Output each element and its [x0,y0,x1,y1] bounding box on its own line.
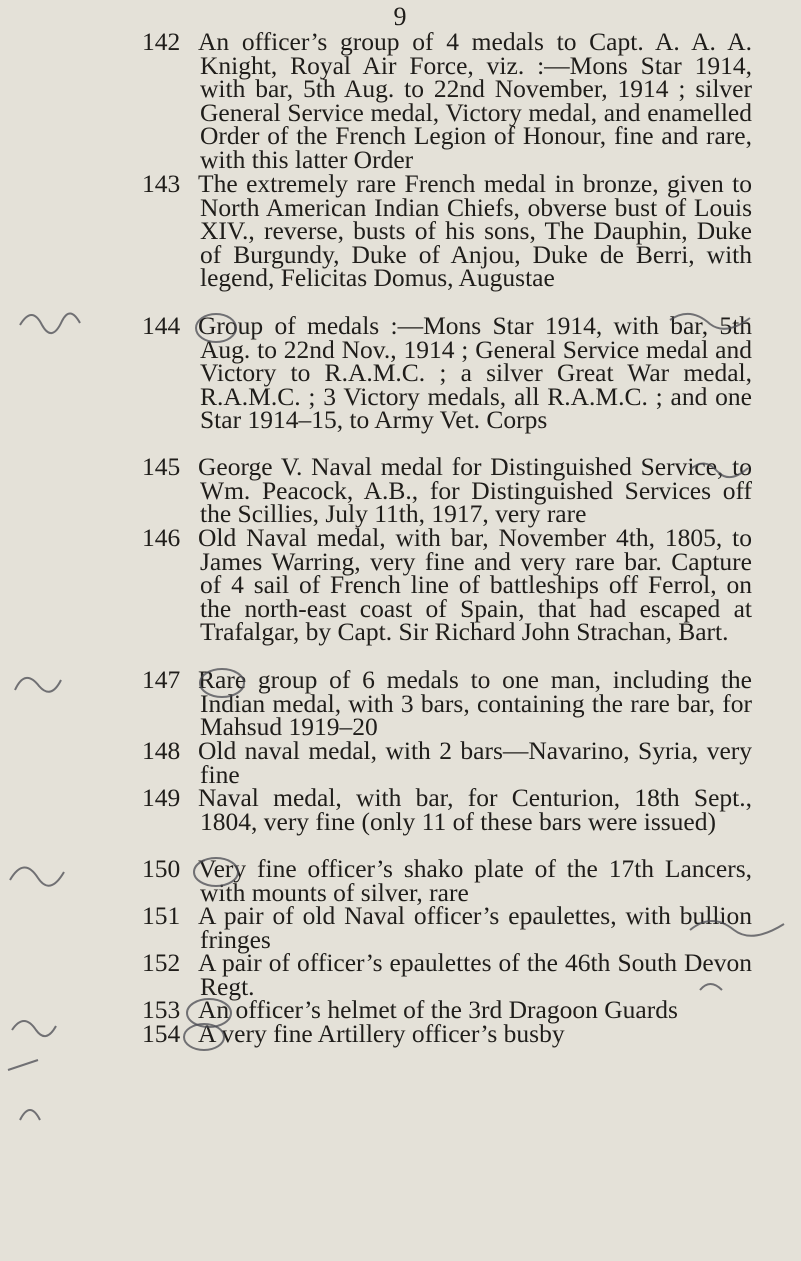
lot-144 [142,311,752,435]
lot-143 [142,169,752,293]
lot-number: 154 [142,1019,181,1048]
lot-151 [142,901,752,954]
lot-description: An officer’s group of 4 medals to Capt. A. A. A. Knight, Royal Air Force, viz. :—Mons Star 1914, with bar, 5th Aug. to 22nd November, 1914 ; silver General Service medal, Victory medal, and enamelled Order of the French Legion of Honour, fine and rare, with this latter Order [198,27,752,174]
lot-description: Old Naval medal, with bar, November 4th, 1805, to James Warring, very fine and very rare bar. Capture of 4 sail of French line of battleships off Ferrol, on the north-east coast of Spain, that had escaped at Trafalgar, by Capt. Sir Richard John Strachan, Bart. [198,523,752,647]
lot-number: 152 [142,948,181,977]
lot-number: 149 [142,783,181,812]
lot-description: An officer’s helmet of the 3rd Dragoon Guards [198,995,678,1024]
scribble-left-2 [15,678,61,692]
lot-number: 148 [142,736,181,765]
scribble-left-3 [10,867,64,885]
lot-145 [142,452,752,529]
lot-number: 153 [142,995,181,1024]
lot-description: A pair of old Naval officer’s epaulettes, with bullion fringes [198,901,752,954]
lot-description: The extremely rare French medal in bronze, given to North American Indian Chiefs, obverse bust of Louis XIV., reverse, busts of his sons, The Dauphin, Duke of Burgundy, Duke of Anjou, Duke de Berri, with legend, Felicitas Domus, Augustae [198,169,752,293]
lot-number: 150 [142,854,181,883]
lot-description: Group of medals :—Mons Star 1914, with bar, 5th Aug. to 22nd Nov., 1914 ; General Service medal and Victory to R.A.M.C. ; a silver Great War medal, R.A.M.C. ; 3 Victory medals, all R.A.M.C. ; and one Star 1914–15, to Army Vet. Corps [198,311,752,435]
lot-description: A pair of officer’s epaulettes of the 46th South Devon Regt. [198,948,752,1001]
lot-number: 142 [142,27,181,56]
lot-149 [142,783,752,836]
lot-number: 151 [142,901,181,930]
lot-description: A very fine Artillery officer’s busby [198,1019,565,1048]
lot-150 [142,854,752,907]
lot-147 [142,665,752,742]
lot-description: George V. Naval medal for Distinguished Service, to Wm. Peacock, A.B., for Distinguished Services off the Scillies, July 11th, 1917, very rare [198,452,752,529]
lot-148 [142,736,752,789]
lot-154 [142,1019,752,1048]
scribble-left-1 [20,313,80,333]
lot-number: 147 [142,665,181,694]
lot-description: Very fine officer’s shako plate of the 17th Lancers, with mounts of silver, rare [198,854,752,907]
lot-description: Old naval medal, with 2 bars—Navarino, Syria, very fine [198,736,752,789]
lot-description: Naval medal, with bar, for Centurion, 18th Sept., 1804, very fine (only 11 of these bars were issued) [198,783,752,836]
lot-146 [142,523,752,647]
lot-152 [142,948,752,1001]
scribble-left-4 [8,1021,56,1120]
lot-number: 145 [142,452,181,481]
lot-description: Rare group of 6 medals to one man, including the Indian medal, with 3 bars, containing the rare bar, for Mahsud 1919–20 [198,665,752,742]
lot-142 [142,27,752,174]
lot-number: 143 [142,169,181,198]
lot-number: 144 [142,311,181,340]
lot-number: 146 [142,523,181,552]
page-number: 9 [393,2,407,31]
